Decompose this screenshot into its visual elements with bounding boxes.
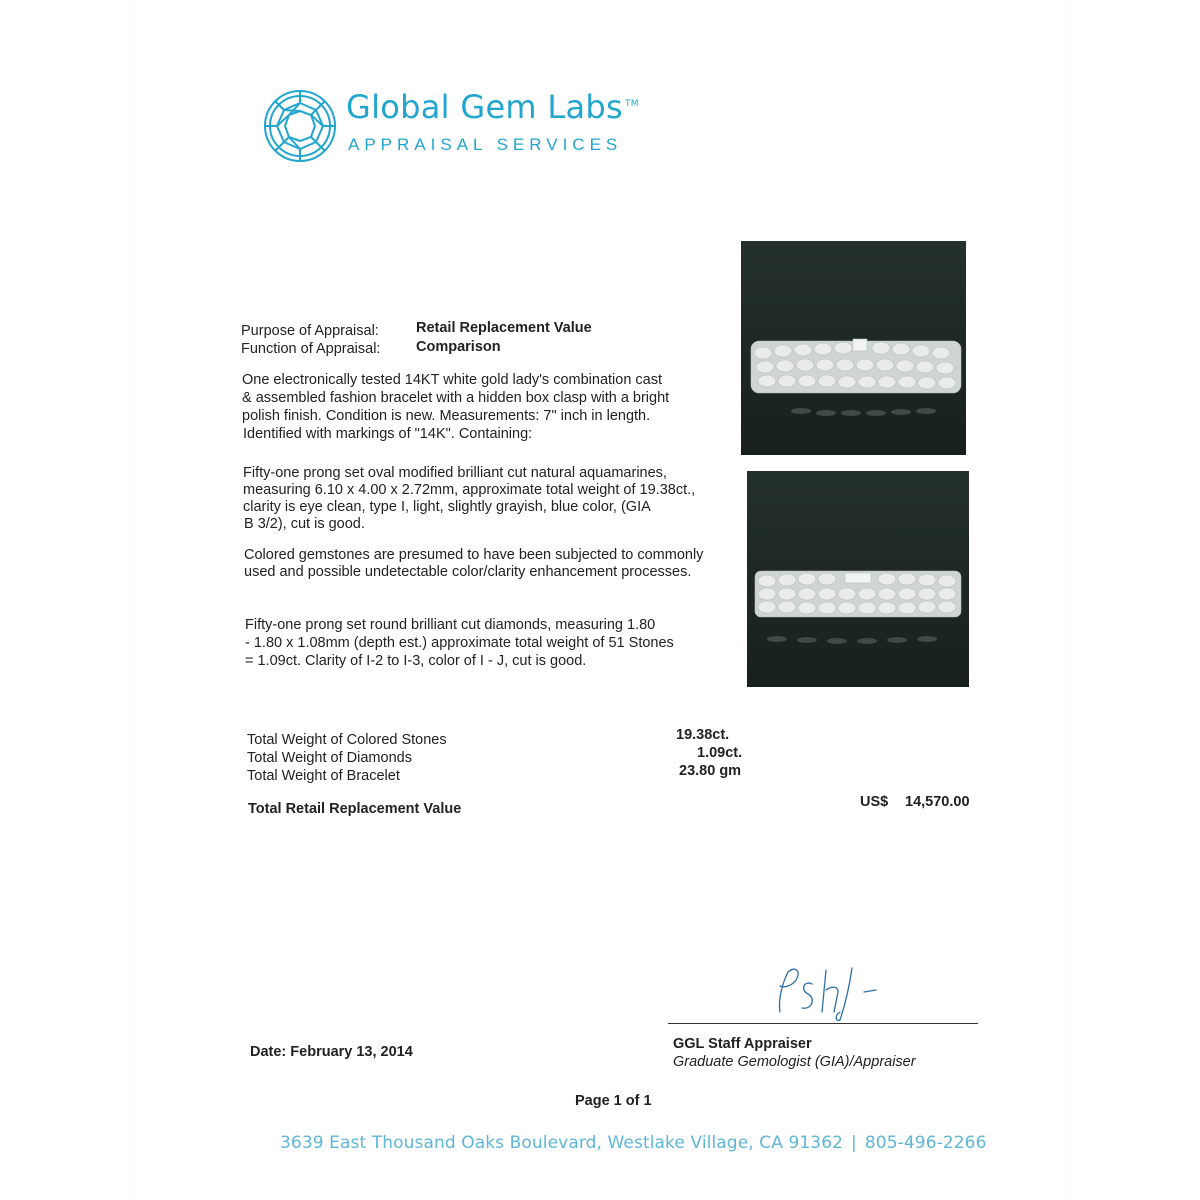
diamond-line: Fifty-one prong set round brilliant cut diamonds, measuring 1.80 [245, 617, 656, 633]
total-label-colored-stones: Total Weight of Colored Stones [247, 732, 447, 748]
footer-phone: 805-496-2266 [864, 1133, 987, 1153]
appraiser-title: GGL Staff Appraiser [673, 1036, 812, 1052]
bracelet-image-top [741, 241, 966, 455]
purpose-label: Purpose of Appraisal: [241, 323, 379, 339]
bracelet-photo-bottom [747, 471, 969, 687]
bracelet-image-bottom [747, 471, 969, 687]
diamond-line: - 1.80 x 1.08mm (depth est.) approximate total weight of 51 Stones [245, 635, 674, 651]
company-subtitle: APPRAISAL SERVICES [348, 135, 623, 154]
company-name [346, 88, 639, 126]
function-value: Comparison [416, 339, 501, 355]
total-label-bracelet: Total Weight of Bracelet [247, 768, 400, 784]
enhancement-line: Colored gemstones are presumed to have been subjected to commonly [244, 547, 704, 563]
description-line: One electronically tested 14KT white gold lady's combination cast [242, 372, 663, 388]
appraiser-credential: Graduate Gemologist (GIA)/Appraiser [673, 1054, 916, 1070]
gem-logo-icon [262, 88, 338, 164]
purpose-value: Retail Replacement Value [416, 320, 592, 336]
footer-separator: | [851, 1133, 857, 1153]
retail-value-label: Total Retail Replacement Value [248, 801, 462, 817]
footer-address: 3639 East Thousand Oaks Boulevard, Westlake Village, CA 91362 [280, 1133, 844, 1153]
description-line: polish finish. Condition is new. Measurements: 7" inch in length. [242, 408, 651, 424]
total-value-colored-stones: 19.38ct. [676, 727, 730, 743]
company-name-text: Global Gem Labs [346, 88, 623, 126]
description-line: & assembled fashion bracelet with a hidden box clasp with a bright [242, 390, 670, 406]
description-line: Identified with markings of "14K". Containing: [243, 426, 533, 442]
bracelet-photo-top [741, 241, 966, 455]
total-label-diamonds: Total Weight of Diamonds [247, 750, 412, 766]
function-label: Function of Appraisal: [241, 341, 381, 357]
total-value-diamonds: 1.09ct. [697, 745, 743, 761]
footer-contact [280, 1133, 987, 1153]
aquamarine-line: Fifty-one prong set oval modified brilliant cut natural aquamarines, [243, 465, 667, 481]
total-value-bracelet: 23.80 gm [679, 763, 742, 779]
retail-value: 14,570.00 [905, 794, 970, 810]
appraisal-date: Date: February 13, 2014 [250, 1044, 413, 1060]
aquamarine-line: B 3/2), cut is good. [244, 516, 365, 532]
page-number: Page 1 of 1 [575, 1093, 652, 1109]
retail-currency: US$ [860, 794, 889, 810]
trademark-mark: TM [625, 99, 639, 110]
enhancement-line: used and possible undetectable color/clarity enhancement processes. [244, 564, 692, 580]
signature-line [668, 1023, 978, 1024]
diamond-line: = 1.09ct. Clarity of I-2 to I-3, color of I - J, cut is good. [245, 653, 587, 669]
aquamarine-line: clarity is eye clean, type I, light, slightly grayish, blue color, (GIA [243, 499, 651, 515]
company-logo [262, 88, 682, 168]
appraiser-signature [768, 962, 888, 1024]
aquamarine-line: measuring 6.10 x 4.00 x 2.72mm, approximate total weight of 19.38ct., [243, 482, 696, 498]
